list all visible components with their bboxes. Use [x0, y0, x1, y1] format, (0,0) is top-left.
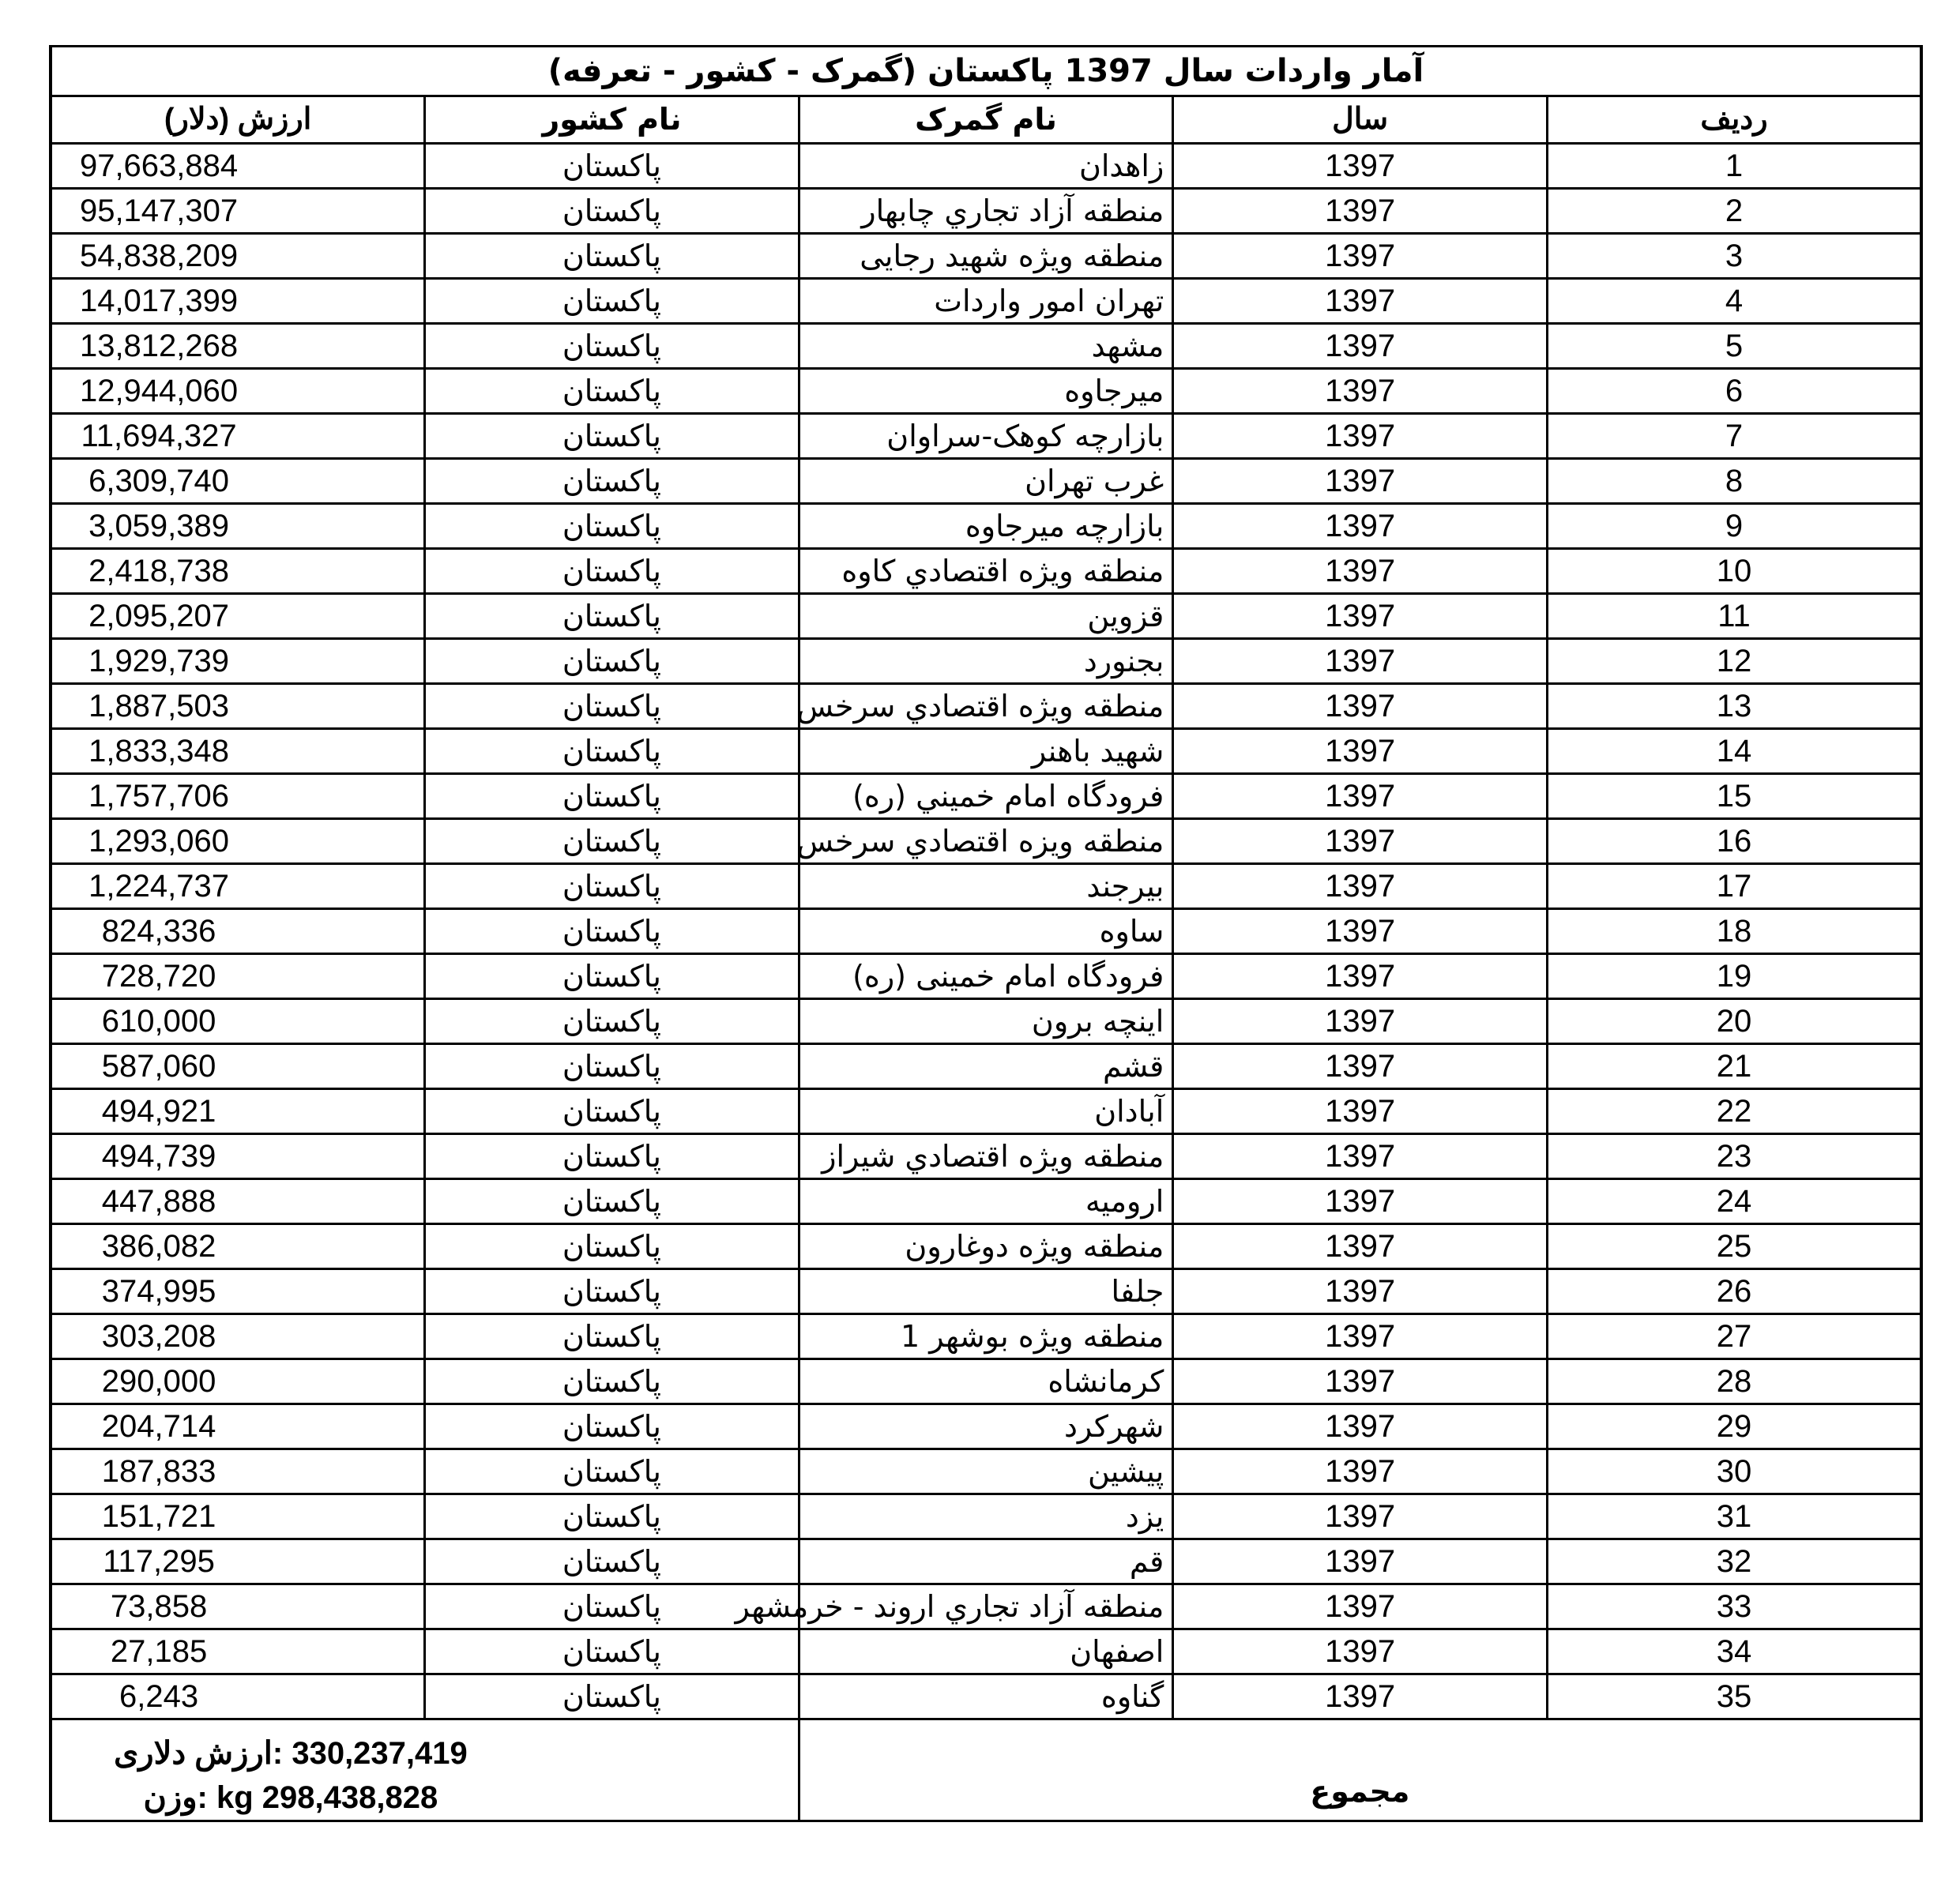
- row-year-cell: 1397: [1173, 1494, 1548, 1539]
- row-year-cell: 1397: [1173, 864, 1548, 909]
- row-year-cell: 1397: [1173, 234, 1548, 279]
- row-value-cell: 290,000: [51, 1359, 425, 1404]
- row-customs-cell: بيرجند: [799, 864, 1173, 909]
- row-year-cell: 1397: [1173, 1044, 1548, 1089]
- row-value-cell: 494,739: [51, 1134, 425, 1179]
- row-index-cell: 6: [1547, 369, 1921, 414]
- summary-label: [799, 1719, 1921, 1821]
- row-customs-cell: اصفهان: [799, 1629, 1173, 1674]
- row-country-cell: پاکستان: [425, 459, 799, 504]
- row-index-cell: 32: [1547, 1539, 1921, 1584]
- summary-dollar-line: [52, 1731, 798, 1776]
- row-country-cell: پاکستان: [425, 729, 799, 774]
- header-index: رديف: [1547, 96, 1921, 144]
- import-statistics-sheet: [49, 45, 1923, 1822]
- row-year-cell: 1397: [1173, 1314, 1548, 1359]
- row-country-cell: پاکستان: [425, 639, 799, 684]
- row-index-cell: 18: [1547, 909, 1921, 954]
- row-customs-cell: پيشين: [799, 1449, 1173, 1494]
- row-customs-cell: غرب تهران: [799, 459, 1173, 504]
- row-customs-cell: بازارچه ميرجاوه: [799, 504, 1173, 549]
- row-index-cell: 10: [1547, 549, 1921, 594]
- table-row: [51, 144, 1921, 189]
- table-row: [51, 369, 1921, 414]
- row-country-cell: پاکستان: [425, 1044, 799, 1089]
- row-customs-cell: منطقه ويژه اقتصادي سرخس: [799, 684, 1173, 729]
- row-country-cell: پاکستان: [425, 1089, 799, 1134]
- row-index-cell: 31: [1547, 1494, 1921, 1539]
- row-country-cell: پاکستان: [425, 1359, 799, 1404]
- row-country-cell: پاکستان: [425, 999, 799, 1044]
- row-index-cell: 27: [1547, 1314, 1921, 1359]
- row-year-cell: 1397: [1173, 414, 1548, 459]
- row-customs-cell: جلفا: [799, 1269, 1173, 1314]
- row-year-cell: 1397: [1173, 1674, 1548, 1719]
- table-row: [51, 1359, 1921, 1404]
- table-row: [51, 1269, 1921, 1314]
- row-value-cell: 151,721: [51, 1494, 425, 1539]
- row-country-cell: پاکستان: [425, 1269, 799, 1314]
- row-value-cell: 3,059,389: [51, 504, 425, 549]
- summary-values: [51, 1719, 799, 1821]
- summary-weight-line: [52, 1776, 798, 1820]
- row-index-cell: 25: [1547, 1224, 1921, 1269]
- row-index-cell: 26: [1547, 1269, 1921, 1314]
- row-customs-cell: شهيد باهنر: [799, 729, 1173, 774]
- row-customs-cell: منطقه ويژه بوشهر 1: [799, 1314, 1173, 1359]
- table-row: [51, 1044, 1921, 1089]
- header-row: [51, 96, 1921, 144]
- row-value-cell: 1,833,348: [51, 729, 425, 774]
- row-value-cell: 54,838,209: [51, 234, 425, 279]
- row-index-cell: 28: [1547, 1359, 1921, 1404]
- row-value-cell: 12,944,060: [51, 369, 425, 414]
- row-value-cell: 1,757,706: [51, 774, 425, 819]
- row-country-cell: پاکستان: [425, 414, 799, 459]
- row-index-cell: 19: [1547, 954, 1921, 999]
- table-row: [51, 1134, 1921, 1179]
- row-value-cell: 1,224,737: [51, 864, 425, 909]
- row-country-cell: پاکستان: [425, 234, 799, 279]
- row-value-cell: 1,293,060: [51, 819, 425, 864]
- row-customs-cell: اروميه: [799, 1179, 1173, 1224]
- row-country-cell: پاکستان: [425, 819, 799, 864]
- row-year-cell: 1397: [1173, 1089, 1548, 1134]
- table-row: [51, 999, 1921, 1044]
- row-value-cell: 374,995: [51, 1269, 425, 1314]
- row-year-cell: 1397: [1173, 1224, 1548, 1269]
- row-index-cell: 29: [1547, 1404, 1921, 1449]
- row-customs-cell: قشم: [799, 1044, 1173, 1089]
- table-row: [51, 1224, 1921, 1269]
- table-row: [51, 864, 1921, 909]
- row-index-cell: 8: [1547, 459, 1921, 504]
- row-year-cell: 1397: [1173, 684, 1548, 729]
- row-index-cell: 23: [1547, 1134, 1921, 1179]
- table-row: [51, 1089, 1921, 1134]
- row-country-cell: پاکستان: [425, 1584, 799, 1629]
- row-value-cell: 303,208: [51, 1314, 425, 1359]
- row-index-cell: 2: [1547, 189, 1921, 234]
- row-country-cell: پاکستان: [425, 1404, 799, 1449]
- header-customs: نام گمرک: [799, 96, 1173, 144]
- row-value-cell: 14,017,399: [51, 279, 425, 324]
- row-customs-cell: مشهد: [799, 324, 1173, 369]
- row-index-cell: 1: [1547, 144, 1921, 189]
- row-year-cell: 1397: [1173, 909, 1548, 954]
- table-row: [51, 594, 1921, 639]
- summary-weight-label: وزن:: [143, 1780, 208, 1815]
- table-row: [51, 1314, 1921, 1359]
- row-customs-cell: منطقه آزاد تجاري چابهار: [799, 189, 1173, 234]
- summary-weight-value: kg 298,438,828: [216, 1780, 438, 1815]
- row-customs-cell: منطقه ويژه اقتصادي شيراز: [799, 1134, 1173, 1179]
- row-year-cell: 1397: [1173, 279, 1548, 324]
- row-country-cell: پاکستان: [425, 954, 799, 999]
- row-customs-cell: فرودگاه امام خميني (ره): [799, 774, 1173, 819]
- row-value-cell: 97,663,884: [51, 144, 425, 189]
- row-year-cell: 1397: [1173, 1539, 1548, 1584]
- row-year-cell: 1397: [1173, 504, 1548, 549]
- row-year-cell: 1397: [1173, 1179, 1548, 1224]
- row-year-cell: 1397: [1173, 1269, 1548, 1314]
- row-country-cell: پاکستان: [425, 1629, 799, 1674]
- row-customs-cell: منطقه ويژه اقتصادي کاوه: [799, 549, 1173, 594]
- row-customs-cell: بازارچه کوهک-سراوان: [799, 414, 1173, 459]
- table-row: [51, 549, 1921, 594]
- row-country-cell: پاکستان: [425, 1179, 799, 1224]
- row-country-cell: پاکستان: [425, 774, 799, 819]
- row-country-cell: پاکستان: [425, 909, 799, 954]
- row-index-cell: 5: [1547, 324, 1921, 369]
- row-customs-cell: قزوين: [799, 594, 1173, 639]
- table-row: [51, 1404, 1921, 1449]
- row-country-cell: پاکستان: [425, 1224, 799, 1269]
- summary-label-text: مجموع: [1310, 1774, 1410, 1809]
- row-value-cell: 386,082: [51, 1224, 425, 1269]
- row-customs-cell: آبادان: [799, 1089, 1173, 1134]
- row-country-cell: پاکستان: [425, 279, 799, 324]
- row-year-cell: 1397: [1173, 549, 1548, 594]
- table-body: [51, 144, 1921, 1719]
- row-index-cell: 11: [1547, 594, 1921, 639]
- table-row: [51, 774, 1921, 819]
- row-customs-cell: کرمانشاه: [799, 1359, 1173, 1404]
- row-customs-cell: منطقه ویژه شهید رجایی: [799, 234, 1173, 279]
- row-year-cell: 1397: [1173, 324, 1548, 369]
- row-value-cell: 728,720: [51, 954, 425, 999]
- header-country: نام کشور: [425, 96, 799, 144]
- row-country-cell: پاکستان: [425, 864, 799, 909]
- header-year: سال: [1173, 96, 1548, 144]
- row-year-cell: 1397: [1173, 639, 1548, 684]
- row-year-cell: 1397: [1173, 1359, 1548, 1404]
- summary-dollar-label: ارزش دلاری:: [113, 1736, 284, 1771]
- row-country-cell: پاکستان: [425, 189, 799, 234]
- row-customs-cell: فرودگاه امام خمینی (ره): [799, 954, 1173, 999]
- row-index-cell: 7: [1547, 414, 1921, 459]
- row-customs-cell: اينچه برون: [799, 999, 1173, 1044]
- row-year-cell: 1397: [1173, 1134, 1548, 1179]
- table-row: [51, 504, 1921, 549]
- table-row: [51, 684, 1921, 729]
- table-row: [51, 819, 1921, 864]
- table-row: [51, 1449, 1921, 1494]
- row-index-cell: 35: [1547, 1674, 1921, 1719]
- table-row: [51, 279, 1921, 324]
- table-row: [51, 909, 1921, 954]
- row-value-cell: 587,060: [51, 1044, 425, 1089]
- row-country-cell: پاکستان: [425, 594, 799, 639]
- table-row: [51, 729, 1921, 774]
- row-year-cell: 1397: [1173, 189, 1548, 234]
- row-value-cell: 187,833: [51, 1449, 425, 1494]
- row-year-cell: 1397: [1173, 1404, 1548, 1449]
- row-index-cell: 33: [1547, 1584, 1921, 1629]
- row-customs-cell: گناوه: [799, 1674, 1173, 1719]
- row-value-cell: 2,418,738: [51, 549, 425, 594]
- summary-dollar-value: 330,237,419: [292, 1736, 468, 1771]
- row-customs-cell: زاهدان: [799, 144, 1173, 189]
- row-index-cell: 30: [1547, 1449, 1921, 1494]
- row-country-cell: پاکستان: [425, 324, 799, 369]
- table-row: [51, 1674, 1921, 1719]
- row-year-cell: 1397: [1173, 369, 1548, 414]
- row-country-cell: پاکستان: [425, 144, 799, 189]
- table-row: [51, 639, 1921, 684]
- row-year-cell: 1397: [1173, 774, 1548, 819]
- row-value-cell: 6,309,740: [51, 459, 425, 504]
- row-customs-cell: منطقه ويزه اقتصادي سرخس: [799, 819, 1173, 864]
- row-year-cell: 1397: [1173, 1629, 1548, 1674]
- row-index-cell: 22: [1547, 1089, 1921, 1134]
- row-index-cell: 21: [1547, 1044, 1921, 1089]
- row-index-cell: 17: [1547, 864, 1921, 909]
- row-value-cell: 11,694,327: [51, 414, 425, 459]
- row-year-cell: 1397: [1173, 1449, 1548, 1494]
- row-customs-cell: شهرکرد: [799, 1404, 1173, 1449]
- table-row: [51, 324, 1921, 369]
- row-value-cell: 95,147,307: [51, 189, 425, 234]
- table-row: [51, 414, 1921, 459]
- table-title: آمار واردات سال 1397 پاکستان (گمرک - کشور - تعرفه): [51, 47, 1921, 96]
- row-value-cell: 27,185: [51, 1629, 425, 1674]
- row-index-cell: 24: [1547, 1179, 1921, 1224]
- row-index-cell: 20: [1547, 999, 1921, 1044]
- table-row: [51, 1584, 1921, 1629]
- row-value-cell: 204,714: [51, 1404, 425, 1449]
- row-customs-cell: ميرجاوه: [799, 369, 1173, 414]
- row-value-cell: 1,929,739: [51, 639, 425, 684]
- row-value-cell: 6,243: [51, 1674, 425, 1719]
- row-country-cell: پاکستان: [425, 504, 799, 549]
- row-value-cell: 447,888: [51, 1179, 425, 1224]
- table-row: [51, 1539, 1921, 1584]
- row-country-cell: پاکستان: [425, 1674, 799, 1719]
- row-index-cell: 4: [1547, 279, 1921, 324]
- row-year-cell: 1397: [1173, 999, 1548, 1044]
- row-customs-cell: ساوه: [799, 909, 1173, 954]
- row-country-cell: پاکستان: [425, 684, 799, 729]
- row-country-cell: پاکستان: [425, 1494, 799, 1539]
- header-value: ارزش (دلار): [51, 96, 425, 144]
- row-index-cell: 16: [1547, 819, 1921, 864]
- row-year-cell: 1397: [1173, 729, 1548, 774]
- table-row: [51, 234, 1921, 279]
- row-value-cell: 2,095,207: [51, 594, 425, 639]
- table-row: [51, 1629, 1921, 1674]
- row-customs-cell: بجنورد: [799, 639, 1173, 684]
- row-year-cell: 1397: [1173, 459, 1548, 504]
- row-index-cell: 9: [1547, 504, 1921, 549]
- row-index-cell: 3: [1547, 234, 1921, 279]
- row-customs-cell: يزد: [799, 1494, 1173, 1539]
- import-table: [49, 45, 1923, 1822]
- row-customs-cell: قم: [799, 1539, 1173, 1584]
- row-year-cell: 1397: [1173, 819, 1548, 864]
- row-country-cell: پاکستان: [425, 369, 799, 414]
- row-value-cell: 610,000: [51, 999, 425, 1044]
- row-value-cell: 1,887,503: [51, 684, 425, 729]
- table-row: [51, 189, 1921, 234]
- row-year-cell: 1397: [1173, 954, 1548, 999]
- row-index-cell: 12: [1547, 639, 1921, 684]
- row-index-cell: 13: [1547, 684, 1921, 729]
- row-value-cell: 494,921: [51, 1089, 425, 1134]
- row-country-cell: پاکستان: [425, 1314, 799, 1359]
- row-value-cell: 73,858: [51, 1584, 425, 1629]
- row-year-cell: 1397: [1173, 1584, 1548, 1629]
- row-country-cell: پاکستان: [425, 1134, 799, 1179]
- row-country-cell: پاکستان: [425, 1449, 799, 1494]
- row-value-cell: 13,812,268: [51, 324, 425, 369]
- row-country-cell: پاکستان: [425, 1539, 799, 1584]
- row-customs-cell: منطقه آزاد تجاري اروند - خرمشهر: [799, 1584, 1173, 1629]
- row-customs-cell: منطقه ويژه دوغارون: [799, 1224, 1173, 1269]
- row-value-cell: 117,295: [51, 1539, 425, 1584]
- row-value-cell: 824,336: [51, 909, 425, 954]
- summary-row: [51, 1719, 1921, 1821]
- title-row: [51, 47, 1921, 96]
- row-country-cell: پاکستان: [425, 549, 799, 594]
- table-row: [51, 459, 1921, 504]
- row-index-cell: 15: [1547, 774, 1921, 819]
- row-year-cell: 1397: [1173, 594, 1548, 639]
- table-row: [51, 1179, 1921, 1224]
- row-year-cell: 1397: [1173, 144, 1548, 189]
- table-row: [51, 1494, 1921, 1539]
- row-index-cell: 34: [1547, 1629, 1921, 1674]
- row-customs-cell: تهران امور واردات: [799, 279, 1173, 324]
- table-row: [51, 954, 1921, 999]
- row-index-cell: 14: [1547, 729, 1921, 774]
